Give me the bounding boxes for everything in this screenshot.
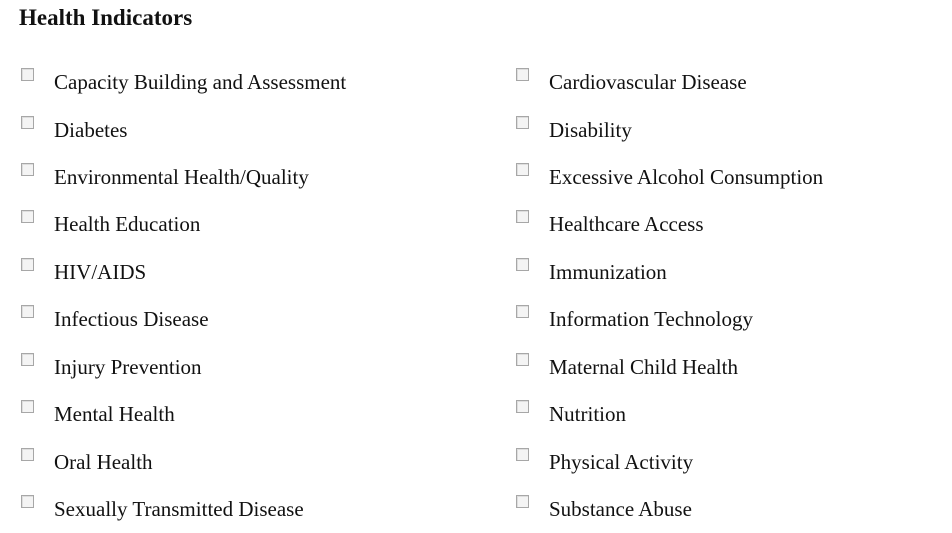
section-title: Health Indicators	[19, 5, 193, 30]
checkbox[interactable]	[516, 400, 529, 413]
checkbox-label: Physical Activity	[549, 450, 694, 474]
checkbox-label: Disability	[549, 118, 632, 142]
option-information-technology[interactable]	[516, 303, 753, 343]
checkbox-label: Healthcare Access	[549, 212, 704, 236]
checkbox-label: Health Education	[54, 212, 201, 236]
option-mental-health[interactable]	[21, 398, 175, 438]
checkbox-label: Maternal Child Health	[549, 355, 738, 379]
checkbox[interactable]	[516, 353, 529, 366]
option-nutrition[interactable]	[516, 398, 626, 438]
option-capacity-building-and-assessment[interactable]	[21, 66, 346, 106]
checkbox-label: Mental Health	[54, 402, 175, 426]
checkbox-label: Nutrition	[549, 402, 626, 426]
checkbox-label: Capacity Building and Assessment	[54, 70, 347, 94]
checkbox[interactable]	[21, 353, 34, 366]
checkbox-label: Sexually Transmitted Disease	[54, 497, 304, 521]
option-environmental-health-quality[interactable]	[21, 161, 309, 201]
checkbox[interactable]	[21, 495, 34, 508]
option-injury-prevention[interactable]	[21, 351, 202, 391]
checkbox[interactable]	[516, 448, 529, 461]
option-diabetes[interactable]	[21, 114, 127, 154]
checkbox[interactable]	[21, 210, 34, 223]
checkbox[interactable]	[516, 495, 529, 508]
option-immunization[interactable]	[516, 256, 667, 296]
option-maternal-child-health[interactable]	[516, 351, 738, 391]
checkbox-label: Substance Abuse	[549, 497, 692, 521]
checkbox[interactable]	[516, 305, 529, 318]
option-sexually-transmitted-disease[interactable]	[21, 493, 304, 533]
checkbox[interactable]	[516, 258, 529, 271]
option-excessive-alcohol-consumption[interactable]	[516, 161, 823, 201]
checkbox-label: Immunization	[549, 260, 667, 284]
checkbox-label: Cardiovascular Disease	[549, 70, 747, 94]
checkbox[interactable]	[21, 258, 34, 271]
checkbox-label: Environmental Health/Quality	[54, 165, 309, 189]
option-health-education[interactable]	[21, 208, 200, 248]
checkbox[interactable]	[516, 163, 529, 176]
option-physical-activity[interactable]	[516, 446, 693, 486]
checkbox-label: Diabetes	[54, 118, 128, 142]
option-disability[interactable]	[516, 114, 632, 154]
checkbox[interactable]	[516, 210, 529, 223]
option-hiv-aids[interactable]	[21, 256, 146, 296]
checkbox-label: Excessive Alcohol Consumption	[549, 165, 824, 189]
option-oral-health[interactable]	[21, 446, 153, 486]
checkbox[interactable]	[21, 448, 34, 461]
checkbox-label: Infectious Disease	[54, 307, 209, 331]
checkbox-label: Information Technology	[549, 307, 754, 331]
checkbox[interactable]	[516, 116, 529, 129]
option-infectious-disease[interactable]	[21, 303, 209, 343]
option-substance-abuse[interactable]	[516, 493, 692, 533]
checkbox[interactable]	[21, 68, 34, 81]
checkbox[interactable]	[21, 163, 34, 176]
checkbox-label: HIV/AIDS	[54, 260, 147, 284]
option-cardiovascular-disease[interactable]	[516, 66, 747, 106]
checkbox[interactable]	[21, 305, 34, 318]
checkbox-label: Injury Prevention	[54, 355, 202, 379]
checkbox[interactable]	[21, 400, 34, 413]
checkbox[interactable]	[21, 116, 34, 129]
checkbox-label: Oral Health	[54, 450, 153, 474]
option-healthcare-access[interactable]	[516, 208, 704, 248]
checkbox[interactable]	[516, 68, 529, 81]
